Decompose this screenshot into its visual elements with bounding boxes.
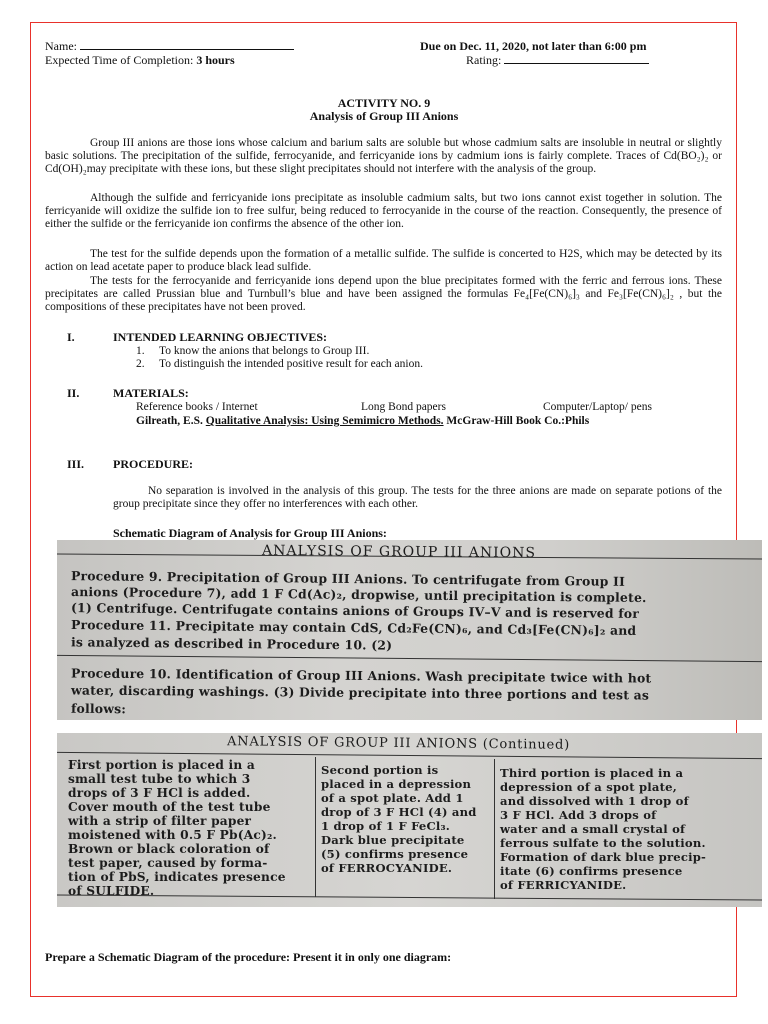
objective-2-number: 2. xyxy=(136,358,145,370)
col1-line: test paper, caused by forma- xyxy=(68,856,268,870)
col3-line: Third portion is placed in a xyxy=(500,766,684,780)
col3-line: 3 F HCl. Add 3 drops of xyxy=(500,808,657,822)
paragraph-sulfide-test xyxy=(45,248,722,274)
section-1-number: I. xyxy=(67,330,75,344)
col3-line: Formation of dark blue precip- xyxy=(500,850,707,864)
photo1-heading: ANALYSIS OF GROUP III ANIONS xyxy=(261,542,537,562)
col1-line: of SULFIDE. xyxy=(68,884,155,898)
procedure-text xyxy=(113,485,722,511)
reference-author: Gilreath, E.S. xyxy=(136,415,203,427)
photo1-line-6: Procedure 10. Identification of Group III Anions. Wash precipitate twice with hot xyxy=(70,665,652,686)
paragraph-intro xyxy=(45,137,722,176)
photo1-line-3: (1) Centrifuge. Centrifugate contains anions of Groups IV–V and is reserved for xyxy=(70,600,640,621)
time-label: Expected Time of Completion: xyxy=(45,53,194,67)
photo1-mid-rule xyxy=(57,655,762,662)
col1-line: Cover mouth of the test tube xyxy=(68,800,271,814)
col2-line: of FERROCYANIDE. xyxy=(321,861,453,875)
paragraph-sulfide-ferricyanide-text: Although the sulfide and ferricyanide ions precipitate as insoluble cadmium salts, but two ions cannot exist together in solution. The ferricyanide will oxidize the sulfide ion to free sulfur, being reduced to ferrocyanide in the course of the reaction. Consequently, the presence of either the sulfide or the ferricyanide ion confirms the absence of the other ion. xyxy=(45,192,722,230)
col1-line: tion of PbS, indicates presence xyxy=(68,870,286,884)
time-field xyxy=(45,53,235,68)
rating-blank-line[interactable] xyxy=(504,53,649,64)
col2-line: placed in a depression xyxy=(321,777,472,791)
col3-line: water and a small crystal of xyxy=(500,822,686,836)
rating-label: Rating: xyxy=(466,53,502,67)
section-2-number: II. xyxy=(67,386,80,400)
footer-instruction: Prepare a Schematic Diagram of the procedure: Present it in only one diagram: xyxy=(45,950,452,964)
col3-line: itate (6) confirms presence xyxy=(500,864,683,878)
name-field xyxy=(45,39,294,54)
section-3-number: III. xyxy=(67,457,85,471)
due-date: Due on Dec. 11, 2020, not later than 6:00 pm xyxy=(420,39,647,53)
photo1-line-5: is analyzed as described in Procedure 10. (2) xyxy=(70,634,393,653)
photo2-column-divider-1 xyxy=(315,757,316,897)
col1-line: with a strip of filter paper xyxy=(68,814,252,828)
activity-title: ACTIVITY NO. 9 xyxy=(337,96,431,110)
material-bond-papers: Long Bond papers xyxy=(361,401,446,413)
col2-line: 1 drop of 1 F FeCl₃. xyxy=(321,819,451,833)
section-3-title: PROCEDURE: xyxy=(113,457,193,471)
photo1-line-1: Procedure 9. Precipitation of Group III Anions. To centrifugate from Group II xyxy=(70,568,626,589)
photo1-line-4: Procedure 11. Precipitate may contain CdS, Cd₂Fe(CN)₆, and Cd₃[Fe(CN)₆]₂ and xyxy=(70,617,637,638)
procedure-text-body: No separation is involved in the analysis of this group. The tests for the three anions are made on separate potions of the group precipitate since they offer no interferences with each other. xyxy=(113,485,722,510)
photo1-line-2: anions (Procedure 7), add 1 F Cd(Ac)₂, dropwise, until precipitation is complete. xyxy=(70,583,647,606)
col3-line: depression of a spot plate, xyxy=(500,780,677,794)
material-computer: Computer/Laptop/ pens xyxy=(543,401,652,413)
col1-line: Brown or black coloration of xyxy=(68,842,270,856)
col3-line: of FERRICYANIDE. xyxy=(500,878,627,892)
paragraph-intro-text: Group III anions are those ions whose calcium and barium salts are soluble but whose cadmium salts are insoluble in neutral or slightly basic solutions. The precipitation of the sulfide, ferrocyanide, and ferricyanide ions by cadmium ions is fairly complete. Traces of Cd(BO₂)₂ or Cd(OH)₂may precipitate with these ions, but these slight precipitates should not interfere with the analysis of the group. xyxy=(45,137,722,175)
paragraph-ferrocyanide-tests xyxy=(45,275,722,314)
col2-line: of a spot plate. Add 1 xyxy=(321,791,464,805)
col1-line: drops of 3 F HCl is added. xyxy=(68,786,251,800)
photo2-heading: ANALYSIS OF GROUP III ANIONS (Continued) xyxy=(226,734,571,753)
objective-1-text: To know the anions that belongs to Group III. xyxy=(159,345,370,357)
photo1-line-7: water, discarding washings. (3) Divide precipitate into three portions and test as xyxy=(70,682,650,703)
photo2-bottom-rule xyxy=(57,895,762,901)
section-2-title: MATERIALS: xyxy=(113,386,189,400)
paragraph-sulfide-test-text: The test for the sulfide depends upon the formation of a metallic sulfide. The sulfide is concerted to H2S, which may be detected by its action on lead acetate paper to produce black lead sulfide. xyxy=(45,248,722,273)
reference-title: Qualitative Analysis: Using Semimicro Methods. xyxy=(205,415,444,427)
material-reference-books: Reference books / Internet xyxy=(136,401,258,413)
col1-line: moistened with 0.5 F Pb(Ac)₂. xyxy=(68,828,277,842)
col2-line: (5) confirms presence xyxy=(321,847,469,861)
rating-field xyxy=(466,53,649,68)
objective-1-number: 1. xyxy=(136,345,145,357)
time-value: 3 hours xyxy=(196,53,235,67)
activity-subtitle: Analysis of Group III Anions xyxy=(309,109,459,123)
name-blank-line[interactable] xyxy=(80,39,294,50)
textbook-photo-procedure xyxy=(57,540,762,720)
col1-line: First portion is placed in a xyxy=(68,758,255,772)
reference-publisher: McGraw-Hill Book Co.:Phils xyxy=(446,415,590,427)
section-1-title: INTENDED LEARNING OBJECTIVES: xyxy=(113,330,328,344)
photo1-line-8: follows: xyxy=(70,700,127,717)
paragraph-sulfide-ferricyanide xyxy=(45,192,722,231)
col2-line: Dark blue precipitate xyxy=(321,833,465,847)
col3-line: and dissolved with 1 drop of xyxy=(500,794,689,808)
objective-2-text: To distinguish the intended positive result for each anion. xyxy=(159,358,423,370)
col1-line: small test tube to which 3 xyxy=(68,772,251,786)
photo2-column-divider-2 xyxy=(494,759,495,899)
col3-line: ferrous sulfate to the solution. xyxy=(500,836,706,850)
textbook-photo-continued xyxy=(57,733,762,907)
col2-line: drop of 3 F HCl (4) and xyxy=(321,805,477,819)
name-label: Name: xyxy=(45,39,77,53)
reference-citation xyxy=(136,415,589,427)
paragraph-ferrocyanide-tests-text: The tests for the ferrocyanide and ferricyanide ions depend upon the blue precipitates formed with the ferric and ferrous ions. These precipitates are called Prussian blue and Turnbull’s blue and have been assigned the formulas Fe₄[Fe(CN)₆]₃ and Fe₃[Fe(CN)₆]₂ , but the compositions of these precipitates have not been proved. xyxy=(45,275,722,313)
schematic-label: Schematic Diagram of Analysis for Group III Anions: xyxy=(113,526,387,540)
col2-line: Second portion is xyxy=(321,763,439,777)
